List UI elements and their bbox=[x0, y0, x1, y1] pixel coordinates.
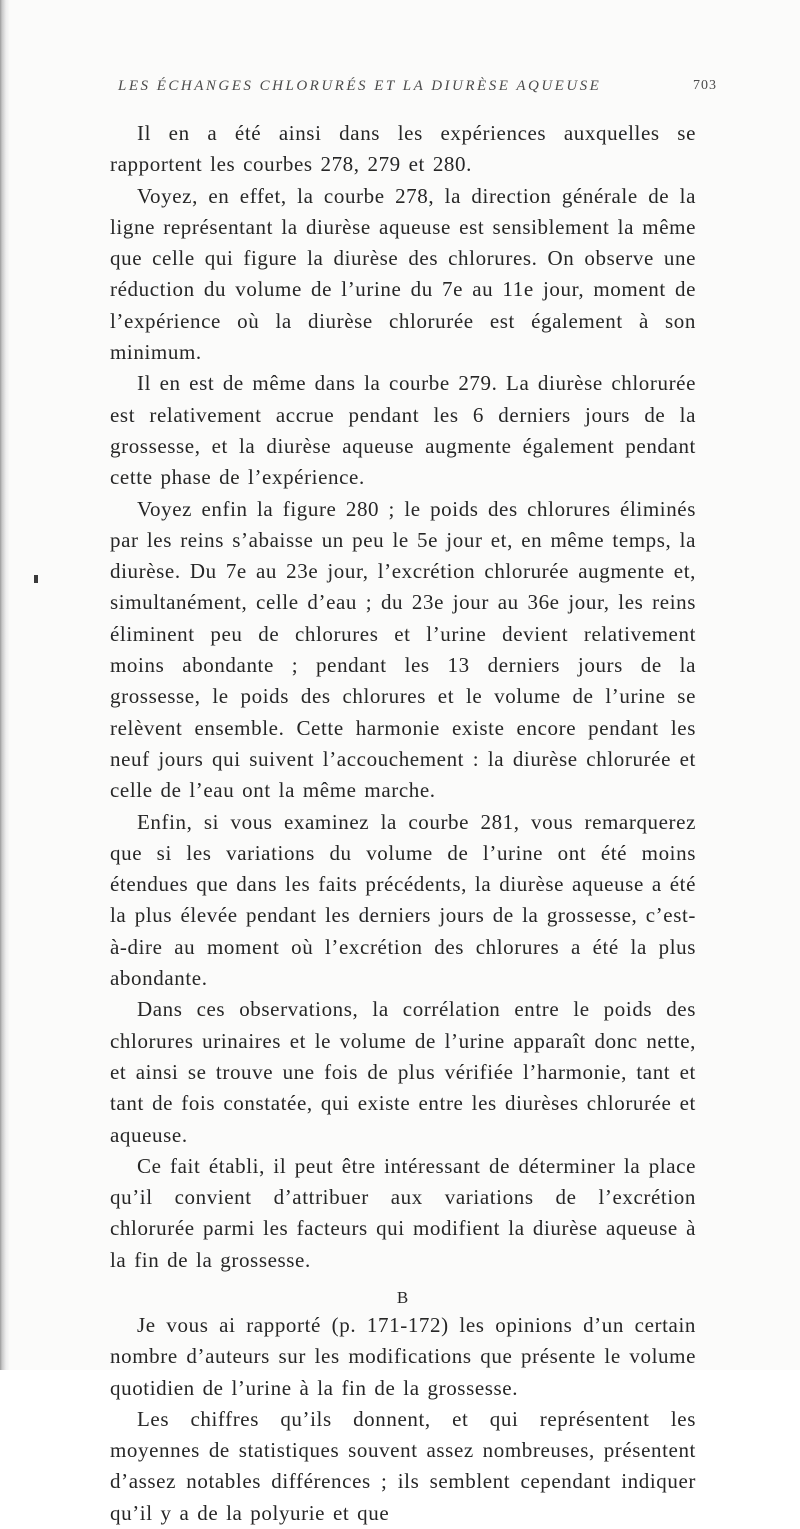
paragraph: Je vous ai rapporté (p. 171-172) les opinions d’un certain nombre d’auteurs sur les modifications que présente le volume quotidien de l’urine à la fin de la grossesse. bbox=[110, 1312, 696, 1400]
paragraph: Ce fait établi, il peut être intéressant de déterminer la place qu’il convient d’attribuer aux variations de l’excrétion chlorurée parmi les facteurs qui modifient la diurèse aqueuse à la fin de la grossesse. bbox=[110, 1153, 696, 1272]
body-text bbox=[110, 118, 696, 1529]
section-heading: B bbox=[396, 1287, 410, 1307]
paragraph: Dans ces observations, la corrélation entre le poids des chlorures urinaires et le volume de l’urine apparaît donc nette, et ainsi se trouve une fois de plus vérifiée l’harmonie, tant et tant de fois constatée, qui existe entre les diurèses chlorurée et aqueuse. bbox=[110, 997, 696, 1147]
paragraph: Voyez enfin la figure 280 ; le poids des chlorures éliminés par les reins s’abaisse un peu le 5e jour et, en même temps, la diurèse. Du 7e au 23e jour, l’excrétion chlorurée augmente et, simultanément, celle d’eau ; du 23e jour au 36e jour, les reins éliminent peu de chlorures et l’urine devient relativement moins abondante ; pendant les 13 derniers jours de la grossesse, le poids des chlorures et le volume de l’urine se relèvent ensemble. Cette harmonie existe encore pendant les neuf jours qui suivent l’accouchement : la diurèse chlorurée et celle de l’eau ont la même marche. bbox=[110, 496, 696, 803]
paragraph: Il en a été ainsi dans les expériences auxquelles se rapportent les courbes 278, 279 et 280. bbox=[110, 121, 696, 177]
margin-mark bbox=[34, 575, 38, 583]
paragraph: Les chiffres qu’ils donnent, et qui représentent les moyennes de statistiques souvent assez nombreuses, présentent d’assez notables différences ; ils semblent cependant indiquer qu’il y a de la polyurie et que bbox=[110, 1406, 696, 1525]
binding-edge bbox=[0, 0, 10, 1370]
paragraph: Il en est de même dans la courbe 279. La diurèse chlorurée est relativement accrue pendant les 6 derniers jours de la grossesse, et la diurèse aqueuse augmente également pendant cette phase de l’expérience. bbox=[110, 371, 696, 490]
paragraph: Voyez, en effet, la courbe 278, la direction générale de la ligne représentant la diurèse aqueuse est sensiblement la même que celle qui figure la diurèse des chlorures. On observe une réduction du volume de l’urine du 7e au 11e jour, moment de l’expérience où la diurèse chlorurée est également à son minimum. bbox=[110, 183, 696, 365]
paragraph: Enfin, si vous examinez la courbe 281, vous remarquerez que si les variations du volume de l’urine ont été moins étendues que dans les faits précédents, la diurèse aqueuse a été la plus élevée pendant les derniers jours de la grossesse, c’est-à-dire au moment où l’excrétion des chlorures a été la plus abondante. bbox=[110, 809, 696, 991]
running-head: LES ÉCHANGES CHLORURÉS ET LA DIURÈSE AQUEUSE bbox=[118, 78, 602, 94]
page-number: 703 bbox=[693, 78, 717, 93]
